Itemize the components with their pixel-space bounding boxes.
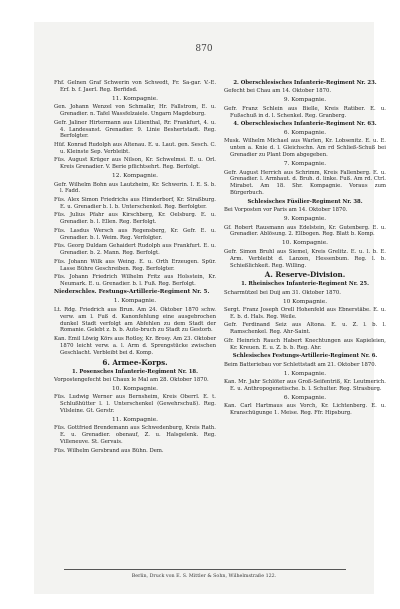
section-heading: 6. Kompagnie. bbox=[283, 130, 327, 137]
footer-divider bbox=[64, 569, 346, 570]
document-page bbox=[34, 22, 386, 594]
section-heading: 1. Posensches Infanterie-Regiment Nr. 18. bbox=[72, 368, 198, 375]
entry-paragraph: Gefr. Wilhelm Bohn aus Lautzheim, Kr. Schwerin. I. E. S. b. l. Fadd. bbox=[54, 181, 216, 195]
section-heading: 10. Kompagnie. bbox=[282, 240, 328, 247]
entry-paragraph: Hüf. Konrad Rudolph aus Altenau. E. u. Laut. gen. Sesch. C. u. Kleinste Sep. Verbleibt. bbox=[54, 141, 216, 155]
section-heading: 11. Kompagnie. bbox=[112, 95, 158, 102]
entry-paragraph: Gefr. Jaliner Hirtermann aus Lilienthal, Rr. Frankfurt, 4. u. 4. Landesanst. Grenadier. 9. Linie Beshertstadt. Reg. Berfolgter. bbox=[54, 119, 216, 140]
entry-paragraph: Füs. Alex Simon Friedrichs aus Himderborf, Kr. Straßburg. E. u. Grenadier b. l. b. Unterschenkel. Reg. Berfolgter. bbox=[54, 196, 216, 210]
entry-paragraph: Fhf. Gelnen Graf Schwerin von Schwedt, Fr. Sa-gar. V.-E. Erf. b. f. Jaerl. Reg. Berfidsd. bbox=[54, 80, 216, 93]
entry-paragraph: Gefr. August Herrich aus Schrimm, Kreis Fallenberg. E. u. Grenadier. l. Armhaut. d. Bruh. d. linke. Fuß. Am rd. Ctrl. Mirabet. Am 18. Shr. Kompagnie. Voraus zum Bürgerbuch. bbox=[224, 169, 386, 197]
entry-paragraph: Vorpostengefecht bei Chaux le Mal am 28. Oktober 1870. bbox=[54, 376, 209, 383]
entry-paragraph: Gfr. Heinrich Rauch Habert Knechtungen aus Kapieleien, Kr. Kreuen. E. u. Z. b. b. Reg. Ahr. bbox=[224, 337, 386, 351]
entry-paragraph: Füs. Johann Wilk aus Weing. E. u. Orth Erzeugen. Spür. Lasse Bühre Geschreiben. Reg. Berfolgter. bbox=[54, 258, 216, 272]
entry-paragraph: Füs. August Krüger aus Nilson, Kr. Schwelmsi. E. u. Orl. Kreis Grenadier. V. Berie pflichtsehrt. Reg. Berfolgt. bbox=[54, 157, 216, 171]
entry-paragraph: Gefecht bei Chau am 14. Oktober 1870. bbox=[224, 88, 332, 95]
section-heading: 11. Kompagnie. bbox=[112, 417, 158, 423]
section-heading: A. Reserve-Division. bbox=[264, 270, 346, 280]
entry-paragraph: Kan. Mr. Jahr Schlöter aus Groß-Seifentriß, Kr. Leutmerich. E. u. Anthropogenetische. b. l. Schulter. Reg. Strasburg. bbox=[224, 379, 386, 392]
section-heading: 1. Kompagnie. bbox=[283, 370, 327, 377]
section-heading: 1. Rheinisches Infanterie-Regiment Nr. 25. bbox=[241, 281, 369, 288]
entry-paragraph: Musk. Wilhelm Michael aus Warlen, Kr. Lobsenitz. E. u. E. unten a. Knie d. l. Gleichschn. Am rd Schließ-Schuß bei Grenadier zu Plant Dom abgegeben. bbox=[224, 138, 386, 159]
entry-paragraph: Füs. Wilhelm Gersbrand aus Bühn. Dem. bbox=[54, 447, 164, 454]
section-heading: 9. Kompagnie. bbox=[283, 216, 327, 223]
section-heading: 4. Oberschlesisches Infanterie-Regiment Nr. 63. bbox=[233, 121, 377, 128]
entry-paragraph: Beim Batteriebau vor Schlettstadt am 21. Oktober 1870. bbox=[224, 361, 377, 368]
section-heading: Schlesisches Füsilier-Regiment Nr. 38. bbox=[247, 198, 363, 205]
section-heading: 7. Kompagnie. bbox=[283, 161, 327, 168]
entry-paragraph: Füs. Gottfried Brendemann aus Schwedenburg, Kreis Rath. E. u. Grenadier. obenauf, Z. u. Halsgelenk. Reg. Villeneuve. St. Gervais. bbox=[54, 425, 216, 446]
entry-paragraph: Kan. Emil Löwig Körs aus Rotloy, Kr. Brosy. Am 23. Oktober 1870 leicht verw. a. l. Arm d. Sprengstücke zwischen Geschlacht. Verbleibt bei d. Komp. bbox=[54, 335, 216, 356]
entry-paragraph: Füs. Georg Duldam Gehaidert Rudolph aus Frankfurt. E. u. Grenadier. b. 2. Mann. Reg. Berfolgt. bbox=[54, 243, 216, 257]
section-heading: 12. Kompagnie. bbox=[112, 173, 158, 180]
page-number: 870 bbox=[195, 44, 213, 54]
left-column bbox=[54, 80, 216, 456]
section-heading: 9. Kompagnie. bbox=[283, 97, 327, 104]
section-heading: 2. Oberschlesisches Infanterie-Regiment Nr. 23. bbox=[233, 80, 377, 86]
section-heading: 10. Kompagnie. bbox=[112, 385, 158, 392]
entry-paragraph: Füs. Ludwig Werner aus Bernsheim, Kreis Oberrl. E. t. Schlußhütter l. l. Unterschenkel (Gewehrschuß). Reg. Vilsleine. Gt. Gerstr. bbox=[54, 394, 216, 415]
entry-paragraph: Füs. Lasdus Wersch aus Regensberg, Kr. Gefr. E. u. Grenadier. b. l. Weim. Reg. Verfolgter. bbox=[54, 227, 216, 241]
entry-paragraph: Lt. Rdg. Friedrich aus Brun. Am 24. Oktober 1870 schw. verw. am l. Fuß d. Kanonfehlung eine ausgebrochen dunkel Stadt verfolgt am Abfehlen zu dem Stadt der Romanie. Gelebt z. b. b. Auto-bruch zu Stadt zu Gestorb. bbox=[54, 306, 216, 334]
entry-paragraph: Kan. Carl Hartmaus aus Vorch, Kr. Lichtenberg. E. u. Kranschügunge 1. Meise. Reg. Ffr. Hipsburg. bbox=[224, 403, 386, 417]
printer-footer: Berlin, Druck von E. S. Mittler & Sohn, Wilhelmstraße 122. bbox=[131, 574, 277, 579]
section-heading: 6. Kompagnie. bbox=[283, 394, 327, 401]
entry-paragraph: Sergt. Franz Joseph Orell Hohenfeld aus Ebnerstäbe. E. u. E. b. d. Hals. Reg. Weile. bbox=[224, 307, 386, 320]
entry-paragraph: Füs. Julius Pfahr aus Kirschberg, Kr. Oelsburg. E. u. Grenadier. b. l. Ellen. Reg. Berfolgt. bbox=[54, 212, 216, 226]
entry-paragraph: Gefr. Ferdinand Seiz aus Altona. E. u. Z. l. b. l. Ramschenkel. Reg. Ahr-Saint. bbox=[224, 322, 386, 336]
entry-paragraph: Gefr. Simon Bruhl aus Siemel, Kreis Grelitz. E. u. l. b. E. Arm. Verbleibt d. Lanzen, Hessenbum. Reg. l. b. Schießlichkeit. Reg. Willing. bbox=[224, 248, 386, 269]
section-heading: Schlesisches Festungs-Artillerie-Regiment Nr. 6. bbox=[232, 353, 378, 360]
entry-paragraph: Gf. Robert Rausmann aus Edelstein, Kr. Gutenberg. E. u. Grenadier. Ablösung. 2. Ellbogen. Reg. Blatt b. Komp. bbox=[224, 224, 386, 238]
section-heading: Niederschles. Festungs-Artillerie-Regiment Nr. 5. bbox=[54, 289, 210, 296]
entry-paragraph: Scharmützel bei Duij am 31. Oktober 1870. bbox=[224, 289, 341, 296]
section-heading: 6. Armee-Korps. bbox=[102, 357, 168, 367]
entry-paragraph: Füs. Johann Friedrich Wilhelm Fritz aus Holsstein, Kr. Neumark. E. u. Grenadier. b. l. Fuß. Reg. Berfolgt. bbox=[54, 274, 216, 287]
section-heading: 1. Kompagnie. bbox=[113, 298, 157, 305]
right-column bbox=[224, 80, 386, 419]
entry-paragraph: Gen. Johann Wenzel von Schmalkr, Hr. Fallstrom, E. u. Grenadier. n. Tafel Wassfelzaiele. Ungarn Magdeburg. bbox=[54, 104, 216, 118]
entry-paragraph: Gefr. Franz Schlein aus Bielle, Kreis Ratiber. E. u. Fußschuß in d. l. Schenkel. Reg. Granberg. bbox=[224, 105, 386, 119]
entry-paragraph: Bei Vorposten vor Paris am 14. Oktober 1870. bbox=[224, 207, 348, 214]
section-heading: 10 Kompagnie. bbox=[282, 298, 328, 305]
